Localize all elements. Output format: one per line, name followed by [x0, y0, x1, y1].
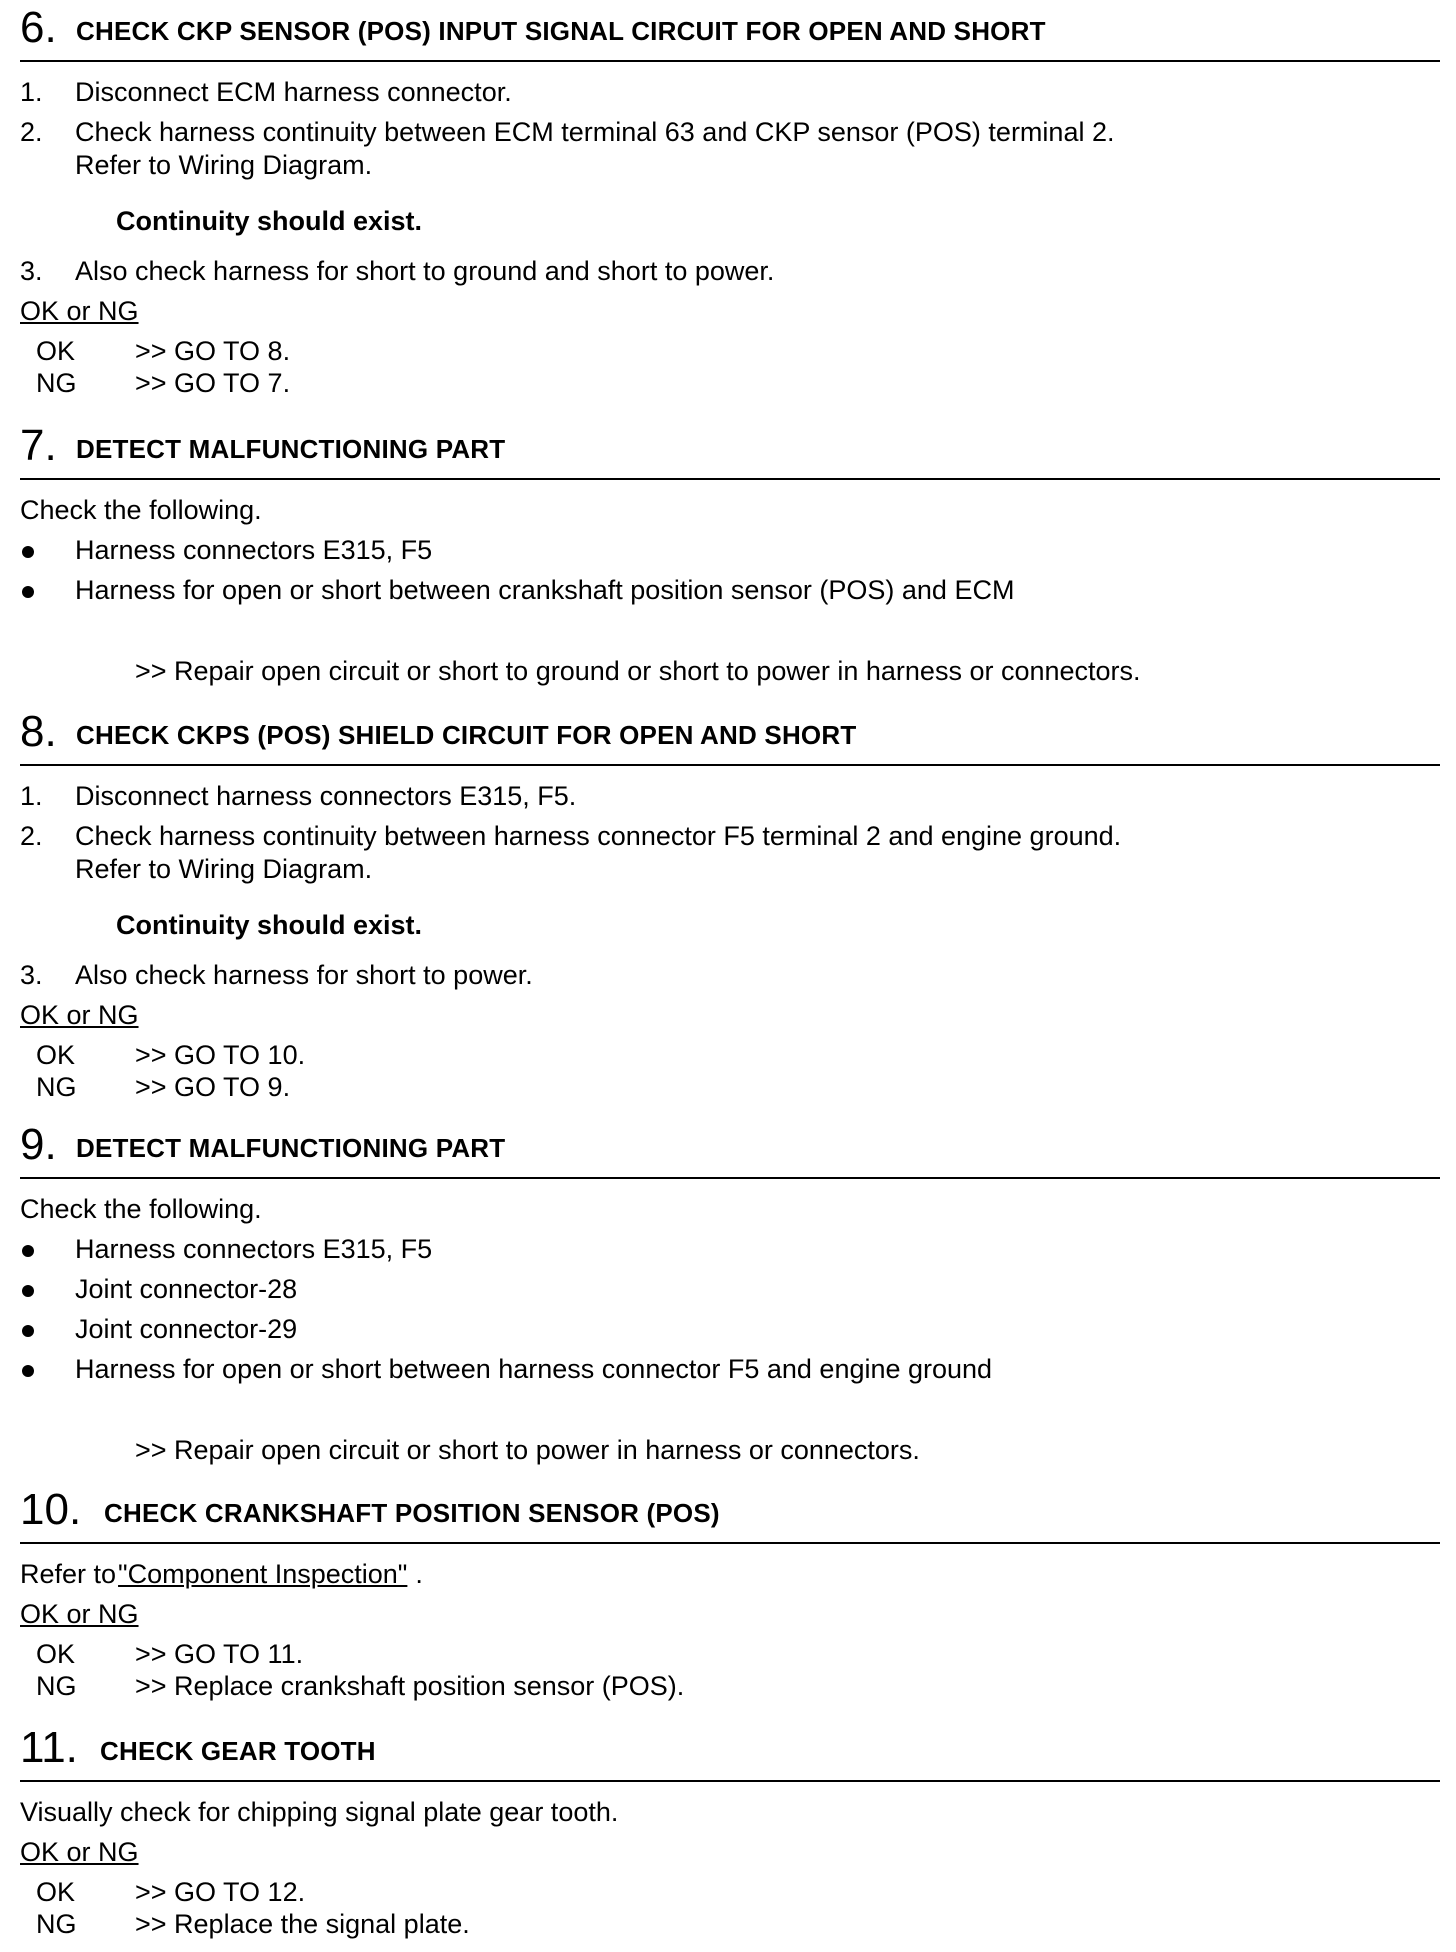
refer-suffix: . — [415, 1559, 423, 1589]
ng-label: NG — [36, 1671, 77, 1701]
step-index: 1. — [20, 77, 43, 107]
ng-label: NG — [36, 1072, 77, 1102]
list-item: Harness for open or short between crankshaft position sensor (POS) and ECM — [75, 575, 1015, 605]
ok-ng-heading: OK or NG — [20, 1837, 139, 1867]
ok-ng-heading: OK or NG — [20, 1000, 139, 1030]
list-item: Joint connector-29 — [75, 1314, 298, 1344]
list-item: Joint connector-28 — [75, 1274, 298, 1304]
spec-note: Continuity should exist. — [116, 910, 423, 940]
intro-text: Visually check for chipping signal plate gear tooth. — [20, 1797, 619, 1827]
ok-label: OK — [36, 1877, 76, 1907]
ok-action: >> GO TO 11. — [135, 1639, 304, 1669]
step-text: Also check harness for short to ground and short to power. — [75, 256, 775, 286]
step-text: Refer to Wiring Diagram. — [75, 854, 373, 884]
ok-action: >> GO TO 8. — [135, 336, 291, 366]
step-number: 8. — [20, 707, 57, 756]
section-header — [20, 418, 1440, 480]
bullet-icon — [22, 1285, 34, 1297]
ng-action: >> Replace the signal plate. — [135, 1909, 470, 1939]
bullet-icon — [22, 586, 34, 598]
section-header — [20, 1720, 1440, 1782]
refer-text — [20, 1558, 423, 1590]
ok-label: OK — [36, 1639, 76, 1669]
list-item: Harness connectors E315, F5 — [75, 1234, 433, 1264]
section-6 — [20, 0, 1440, 398]
step-index: 2. — [20, 117, 43, 147]
list-item: Harness connectors E315, F5 — [75, 535, 433, 565]
ok-ng-heading: OK or NG — [20, 1599, 139, 1629]
intro-text: Check the following. — [20, 1194, 262, 1224]
step-title: DETECT MALFUNCTIONING PART — [76, 434, 506, 464]
ng-label: NG — [36, 1909, 77, 1939]
ng-action: >> Replace crankshaft position sensor (POS). — [135, 1671, 685, 1701]
section-header — [20, 0, 1440, 62]
ok-label: OK — [36, 336, 76, 366]
step-title: DETECT MALFUNCTIONING PART — [76, 1133, 506, 1163]
bullet-icon — [22, 1325, 34, 1337]
list-item: Harness for open or short between harness connector F5 and engine ground — [75, 1354, 993, 1384]
ok-ng-heading: OK or NG — [20, 296, 139, 326]
spec-note: Continuity should exist. — [116, 206, 423, 236]
step-number: 9. — [20, 1120, 57, 1169]
intro-text: Check the following. — [20, 495, 262, 525]
step-text: Also check harness for short to power. — [75, 960, 533, 990]
ok-action: >> GO TO 12. — [135, 1877, 306, 1907]
step-title: CHECK CRANKSHAFT POSITION SENSOR (POS) — [104, 1498, 720, 1528]
section-header — [20, 1117, 1440, 1179]
step-number: 11. — [20, 1723, 78, 1772]
step-text: Disconnect ECM harness connector. — [75, 77, 512, 107]
ng-action: >> GO TO 7. — [135, 368, 291, 398]
step-index: 1. — [20, 781, 43, 811]
ok-action: >> GO TO 10. — [135, 1040, 306, 1070]
bullet-icon — [22, 546, 34, 558]
bullet-icon — [22, 1365, 34, 1377]
step-text: Check harness continuity between ECM terminal 63 and CKP sensor (POS) terminal 2. — [75, 117, 1115, 147]
section-header — [20, 1482, 1440, 1544]
section-header — [20, 704, 1440, 766]
step-index: 3. — [20, 256, 43, 286]
section-10 — [20, 1482, 1440, 1701]
section-8 — [20, 704, 1440, 1102]
step-title: CHECK GEAR TOOTH — [100, 1736, 376, 1766]
section-9 — [20, 1117, 1440, 1465]
repair-action: >> Repair open circuit or short to ground or short to power in harness or connectors. — [135, 656, 1141, 686]
refer-prefix: Refer to — [20, 1559, 117, 1589]
step-text: Refer to Wiring Diagram. — [75, 150, 373, 180]
section-11 — [20, 1720, 1440, 1939]
repair-action: >> Repair open circuit or short to power in harness or connectors. — [135, 1435, 920, 1465]
ng-label: NG — [36, 368, 77, 398]
step-text: Disconnect harness connectors E315, F5. — [75, 781, 577, 811]
step-title: CHECK CKP SENSOR (POS) INPUT SIGNAL CIRCUIT FOR OPEN AND SHORT — [76, 16, 1046, 46]
ok-label: OK — [36, 1040, 76, 1070]
bullet-icon — [22, 1245, 34, 1257]
step-number: 7. — [20, 421, 57, 470]
component-inspection-link[interactable]: "Component Inspection" — [118, 1559, 408, 1589]
step-number: 10. — [20, 1485, 82, 1534]
step-index: 3. — [20, 960, 43, 990]
ng-action: >> GO TO 9. — [135, 1072, 291, 1102]
step-index: 2. — [20, 821, 43, 851]
step-number: 6. — [20, 3, 57, 52]
section-7 — [20, 418, 1440, 686]
step-title: CHECK CKPS (POS) SHIELD CIRCUIT FOR OPEN AND SHORT — [76, 720, 857, 750]
step-text: Check harness continuity between harness connector F5 terminal 2 and engine ground. — [75, 821, 1122, 851]
